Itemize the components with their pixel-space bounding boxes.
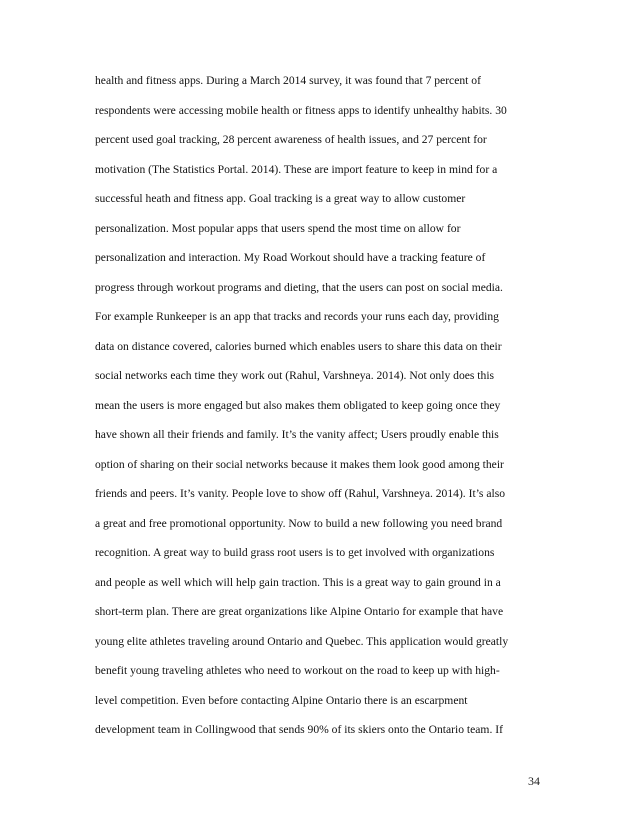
text-line: For example Runkeeper is an app that tracks and records your runs each day, providing (95, 310, 499, 323)
text-line: and people as well which will help gain traction. This is a great way to gain ground in a (95, 575, 501, 589)
text-line: personalization. Most popular apps that users spend the most time on allow for (95, 221, 461, 235)
text-line: young elite athletes traveling around Ontario and Quebec. This application would greatly (95, 634, 509, 648)
text-line: personalization and interaction. My Road Workout should have a tracking feature of (95, 251, 486, 264)
text-line: recognition. A great way to build grass root users is to get involved with organizations (95, 546, 495, 559)
text-line: progress through workout programs and dieting, that the users can post on social media. (95, 280, 503, 294)
body-paragraph (95, 66, 555, 745)
text-line: data on distance covered, calories burned which enables users to share this data on their (95, 339, 502, 353)
text-line: social networks each time they work out (Rahul, Varshneya. 2014). Not only does this (95, 369, 495, 382)
text-line: a great and free promotional opportunity. Now to build a new following you need brand (95, 516, 503, 530)
text-line: development team in Collingwood that sends 90% of its skiers onto the Ontario team. If (95, 723, 503, 736)
text-line: level competition. Even before contacting Alpine Ontario there is an escarpment (95, 693, 468, 707)
text-line: respondents were accessing mobile health or fitness apps to identify unhealthy habits. 30 (95, 103, 507, 117)
text-line: health and fitness apps. During a March 2014 survey, it was found that 7 percent of (95, 74, 481, 87)
text-line: benefit young traveling athletes who need to workout on the road to keep up with high- (95, 664, 500, 677)
text-line: successful heath and fitness app. Goal tracking is a great way to allow customer (95, 192, 466, 205)
text-line: friends and peers. It’s vanity. People love to show off (Rahul, Varshneya. 2014). It’s also (95, 487, 505, 500)
page-number: 34 (528, 774, 540, 788)
text-line: motivation (The Statistics Portal. 2014). These are import feature to keep in mind for a (95, 162, 498, 176)
text-line: have shown all their friends and family. It’s the vanity affect; Users proudly enable this (95, 428, 499, 441)
text-line: short-term plan. There are great organizations like Alpine Ontario for example that have (95, 605, 504, 618)
text-line: mean the users is more engaged but also makes them obligated to keep going once they (95, 398, 501, 412)
text-line: option of sharing on their social networks because it makes them look good among their (95, 457, 504, 471)
text-line: percent used goal tracking, 28 percent awareness of health issues, and 27 percent for (95, 133, 487, 146)
